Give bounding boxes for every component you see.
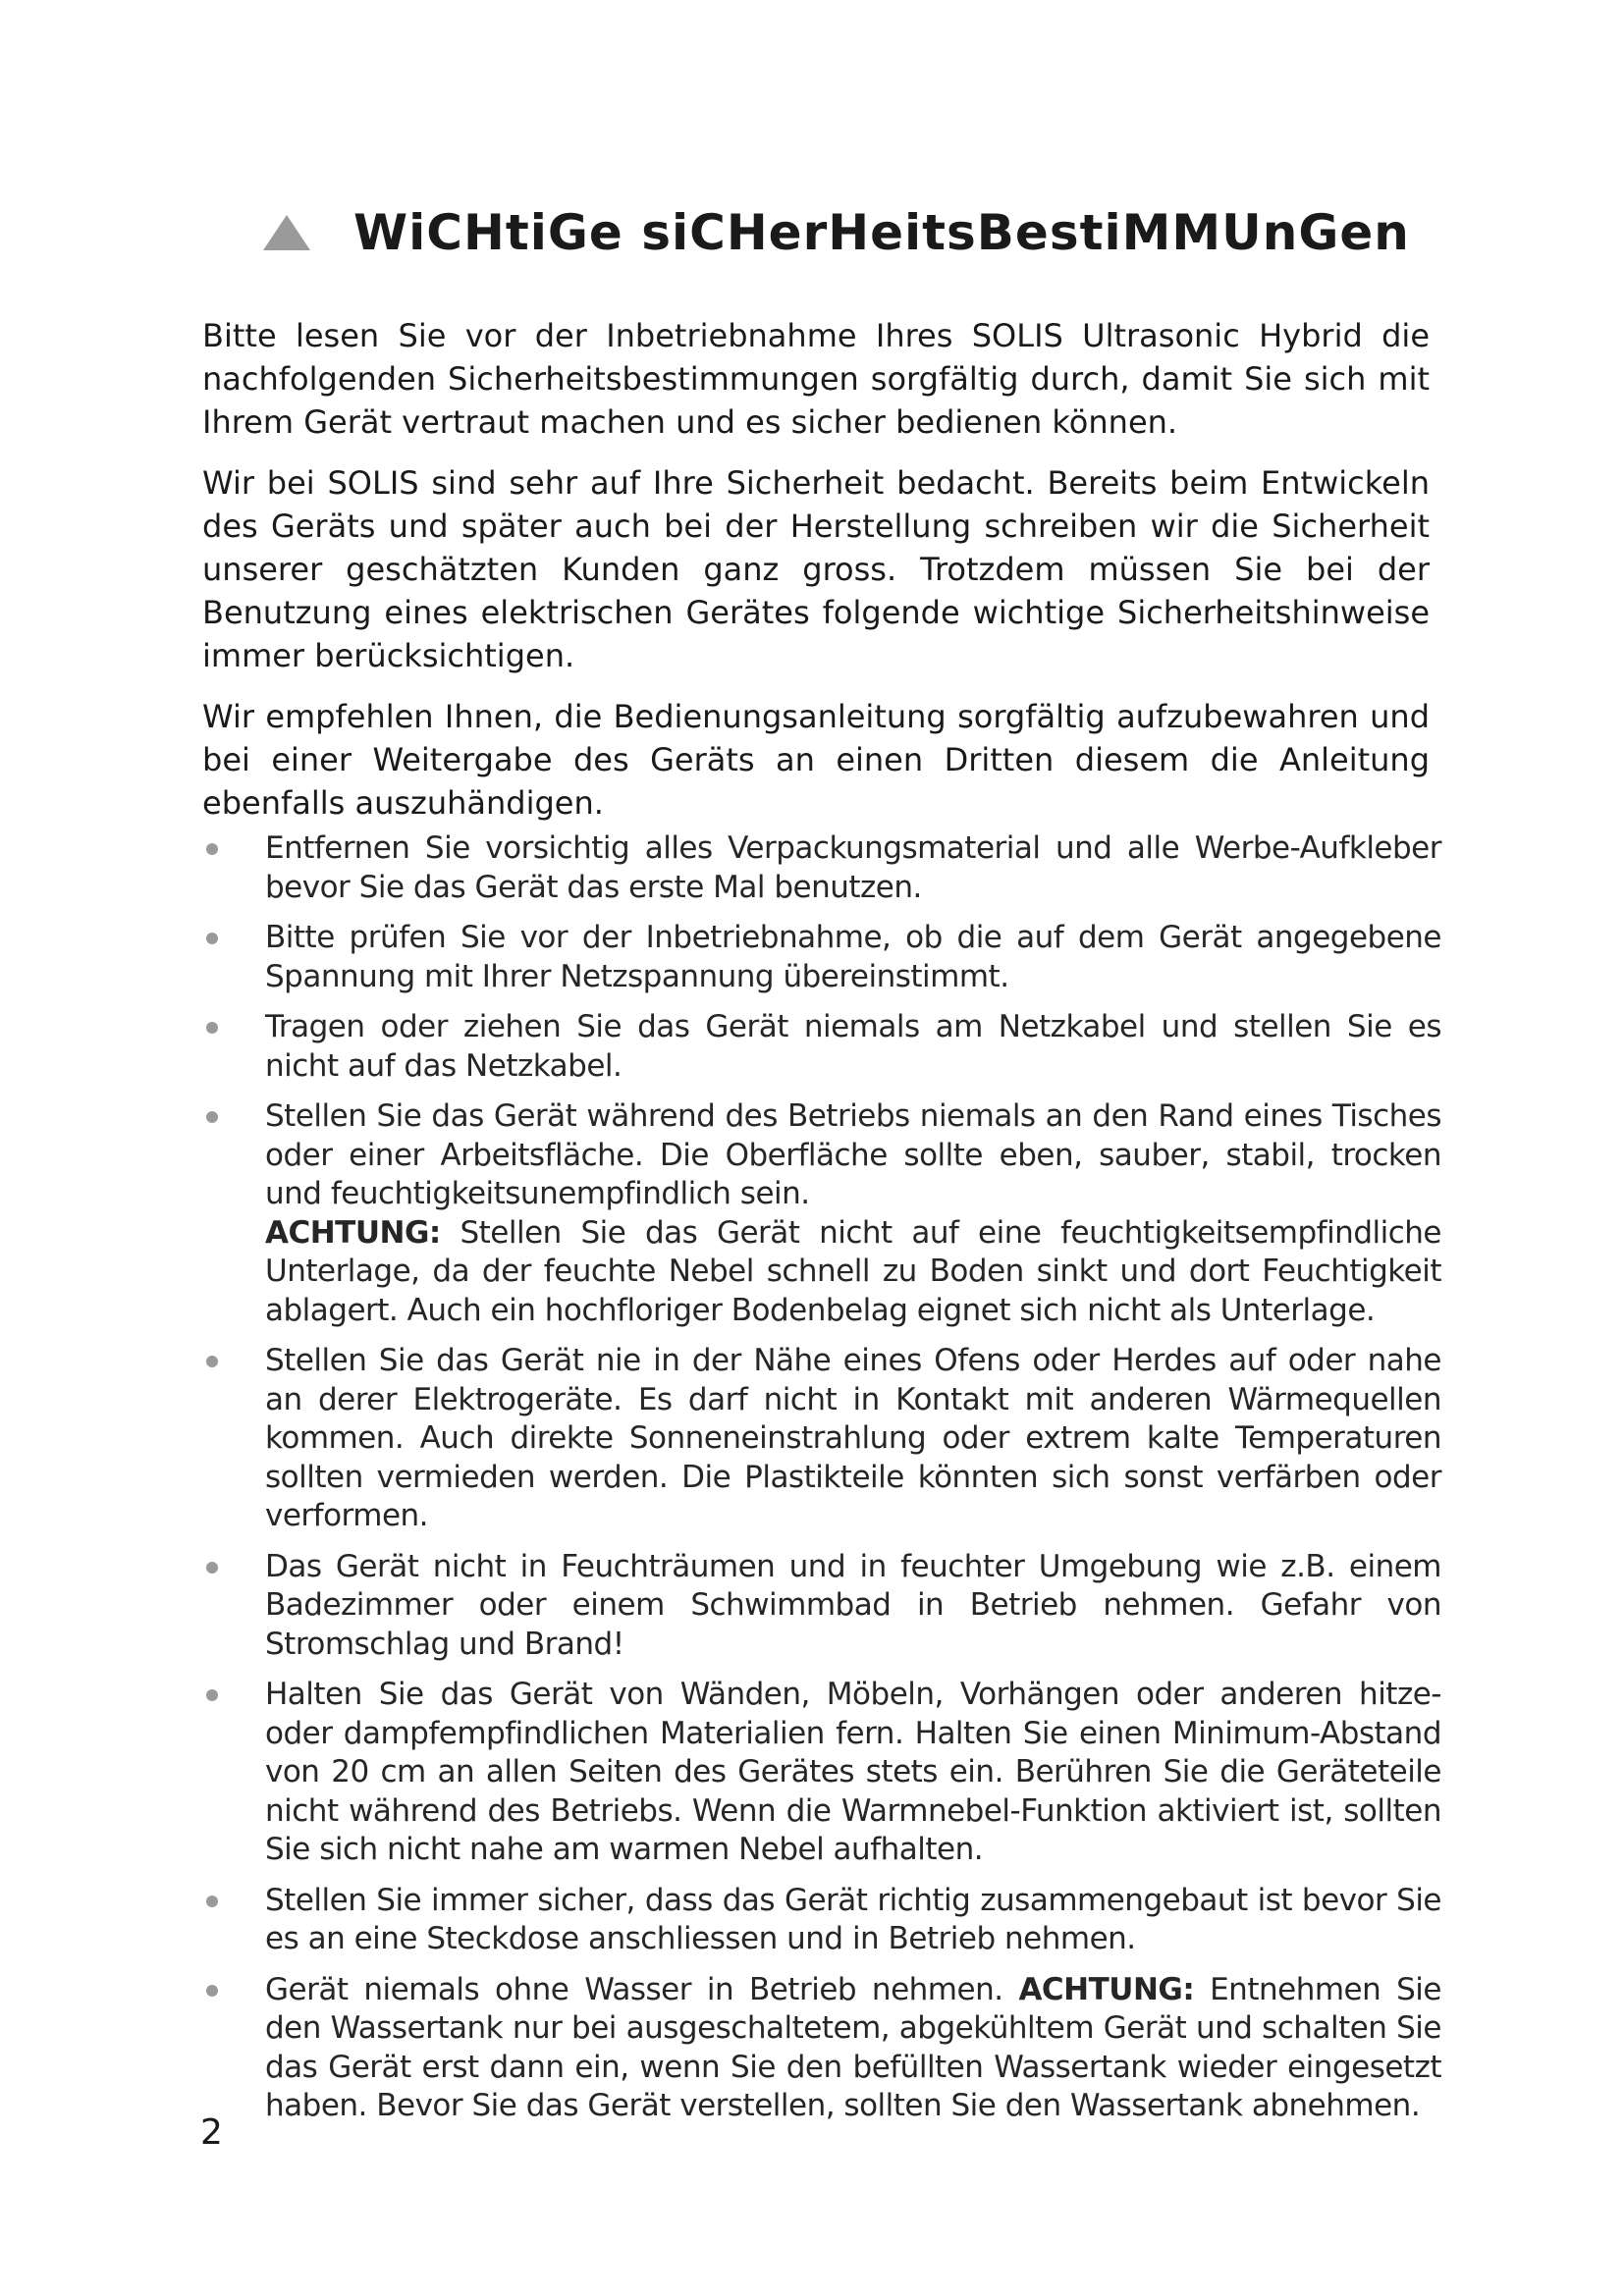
list-item-text: Bitte prüfen Sie vor der Inbetriebnahme, ob die auf dem Gerät angegebene Spannung mit Ihrer Netzspannung übereinstimmt. [265, 920, 1441, 994]
warning-label: ACHTUNG: [1018, 1971, 1195, 2007]
warning-note [265, 1214, 1441, 1331]
list-item [202, 1971, 1441, 2126]
list-item [202, 829, 1441, 907]
list-item [202, 1097, 1441, 1330]
list-item-text: Gerät niemals ohne Wasser in Betrieb nehmen. [265, 1971, 1019, 2007]
bullet-icon [206, 1022, 218, 1034]
list-item-text: Tragen oder ziehen Sie das Gerät niemals am Netzkabel und stellen Sie es nicht auf das Netzkabel. [265, 1009, 1441, 1084]
bullet-icon [206, 1896, 218, 1907]
bullet-icon [206, 1689, 218, 1701]
bullet-icon [206, 1111, 218, 1123]
list-item-text: Entfernen Sie vorsichtig alles Verpackungsmaterial und alle Werbe-Aufkleber bevor Sie das Gerät das erste Mal benutzen. [265, 830, 1441, 905]
page-number: 2 [200, 2112, 223, 2153]
list-item [202, 1008, 1441, 1086]
warning-text: Stellen Sie das Gerät nicht auf eine feuchtigkeitsempfindliche Unterlage, da der feuchte Nebel schnell zu Boden sinkt und dort Feuchtigkeit ablagert. Auch ein hochfloriger Bodenbelag eignet sich nicht als Unterlage. [265, 1214, 1441, 1328]
page-title-text: WiCHtiGe siCHerHeitsBestiMMUnGen [353, 204, 1410, 261]
list-item [202, 919, 1441, 996]
warning-triangle-icon [263, 215, 310, 250]
intro-paragraph: Wir bei SOLIS sind sehr auf Ihre Sicherheit bedacht. Bereits beim Entwickeln des Geräts und später auch bei der Herstellung schreiben wir die Sicherheit unserer geschätzten Kunden ganz gross. Trotzdem müssen Sie bei der Benutzung eines elektrischen Gerätes folgende wichtige Sicherheitshinweise immer berücksichtigen. [202, 464, 1430, 674]
page-title [263, 204, 1481, 261]
list-item-text: Halten Sie das Gerät von Wänden, Möbeln, Vorhängen oder anderen hitze- oder dampfempfindlichen Materialien fern. Halten Sie einen Minimum-Abstand von 20 cm an allen Seiten des Gerätes stets ein. Berühren Sie die Geräteteile nicht während des Betriebs. Wenn die Warmnebel-Funktion aktiviert ist, sollten Sie sich nicht nahe am warmen Nebel aufhalten. [265, 1677, 1441, 1867]
intro-paragraph: Wir empfehlen Ihnen, die Bedienungsanleitung sorgfältig aufzubewahren und bei einer Weitergabe des Geräts an einen Dritten diesem die Anleitung ebenfalls auszuhändigen. [202, 698, 1430, 822]
bullet-icon [206, 1562, 218, 1574]
warning-text: Entnehmen Sie den Wassertank nur bei ausgeschaltetem, abgekühltem Gerät und schalten Sie das Gerät erst dann ein, wenn Sie den befüllten Wassertank wieder eingesetzt haben. Bevor Sie das Gerät verstellen, sollten Sie den Wassertank abnehmen. [265, 1971, 1441, 2123]
list-item [202, 1676, 1441, 1870]
list-item [202, 1342, 1441, 1536]
list-item [202, 1548, 1441, 1665]
intro-paragraph: Bitte lesen Sie vor der Inbetriebnahme Ihres SOLIS Ultrasonic Hybrid die nachfolgenden Sicherheitsbestimmungen sorgfältig durch, damit Sie sich mit Ihrem Gerät vertraut machen und es sicher bedienen können. [202, 317, 1430, 441]
bullet-icon [206, 933, 218, 944]
bullet-icon [206, 1356, 218, 1367]
list-item-text: Stellen Sie immer sicher, dass das Gerät richtig zusammengebaut ist bevor Sie es an eine Steckdose anschliessen und in Betrieb nehmen. [265, 1882, 1441, 1956]
list-item [202, 1882, 1441, 1959]
warning-label: ACHTUNG: [265, 1214, 441, 1251]
list-item-text: Stellen Sie das Gerät während des Betriebs niemals an den Rand eines Tisches oder einer Arbeitsfläche. Die Oberfläche sollte eben, sauber, stabil, trocken und feuchtigkeitsunempfindlich sein. [265, 1098, 1441, 1211]
safety-list [202, 829, 1441, 2138]
bullet-icon [206, 843, 218, 855]
list-item-text: Stellen Sie das Gerät nie in der Nähe eines Ofens oder Herdes auf oder nahe an derer Elektrogeräte. Es darf nicht in Kontakt mit anderen Wärmequellen kommen. Auch direkte Sonneneinstrahlung oder extrem kalte Temperaturen sollten vermieden werden. Die Plastikteile könnten sich sonst verfärben oder verformen. [265, 1343, 1441, 1533]
bullet-icon [206, 1985, 218, 1997]
list-item-text: Das Gerät nicht in Feuchträumen und in feuchter Umgebung wie z.B. einem Badezimmer oder einem Schwimmbad in Betrieb nehmen. Gefahr von Stromschlag und Brand! [265, 1548, 1441, 1662]
